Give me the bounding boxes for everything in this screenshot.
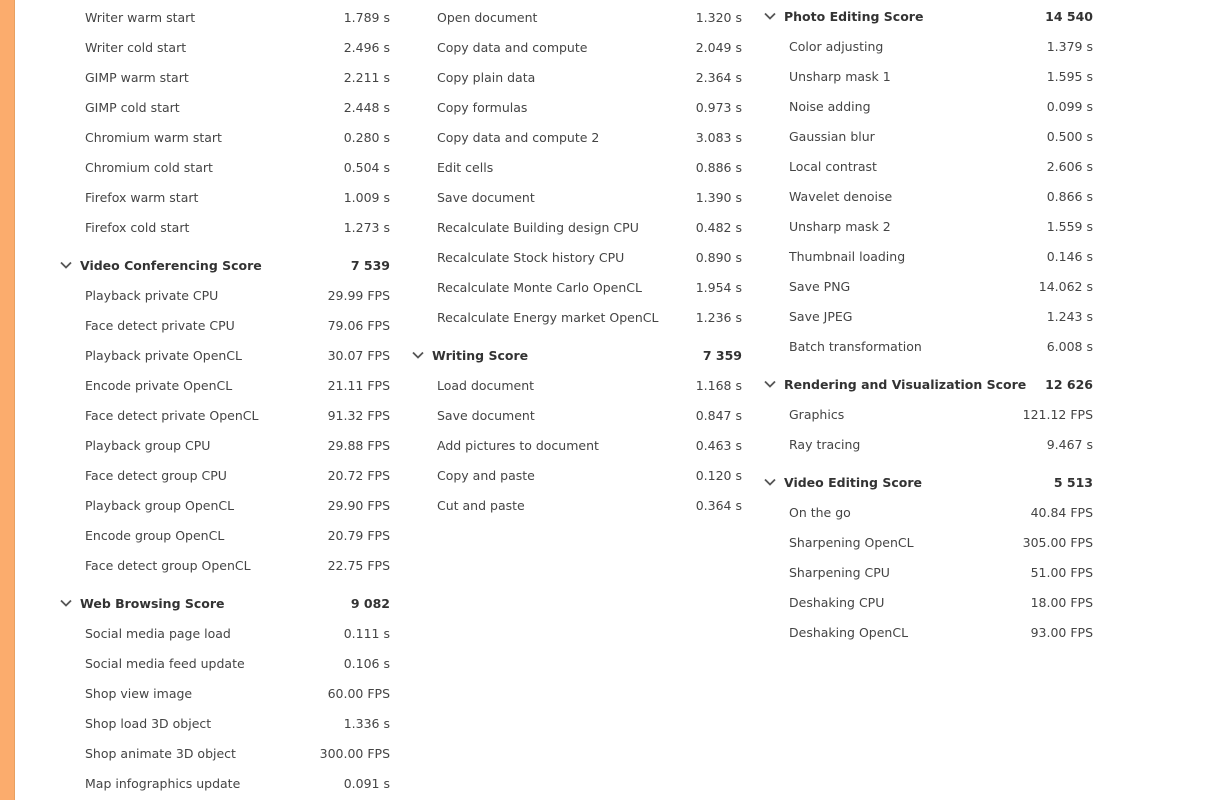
- result-name: Recalculate Energy market OpenCL: [437, 309, 659, 325]
- result-name: Shop load 3D object: [85, 715, 212, 731]
- result-name: Add pictures to document: [437, 437, 599, 453]
- result-row: [410, 32, 742, 62]
- result-name: Playback private OpenCL: [85, 347, 242, 363]
- result-value: 0.504 s: [343, 159, 390, 175]
- photo-editing-results-list: [762, 31, 1093, 361]
- result-row: [762, 211, 1093, 241]
- result-name: Social media page load: [85, 625, 231, 641]
- result-value: 21.11 FPS: [327, 377, 390, 393]
- result-row: [762, 527, 1093, 557]
- result-row: [762, 557, 1093, 587]
- result-row: [58, 280, 390, 310]
- result-name: Gaussian blur: [789, 128, 875, 144]
- section-score: 5 513: [1053, 474, 1093, 490]
- result-value: 300.00 FPS: [319, 745, 390, 761]
- result-name: Noise adding: [789, 98, 871, 114]
- section-score: 9 082: [350, 595, 390, 611]
- section-title: Video Conferencing Score: [80, 257, 262, 273]
- result-row: [762, 121, 1093, 151]
- result-value: 14.062 s: [1038, 278, 1093, 294]
- video-editing-results-list: [762, 497, 1093, 647]
- result-row: [762, 91, 1093, 121]
- result-value: 60.00 FPS: [327, 685, 390, 701]
- result-name: Deshaking CPU: [789, 594, 885, 610]
- result-row: [410, 2, 742, 32]
- result-row: [410, 182, 742, 212]
- result-name: Writer warm start: [85, 9, 196, 25]
- result-value: 1.379 s: [1046, 38, 1093, 54]
- result-value: 0.886 s: [695, 159, 742, 175]
- result-row: [58, 460, 390, 490]
- result-value: 1.168 s: [695, 377, 742, 393]
- result-name: Face detect private CPU: [85, 317, 235, 333]
- result-name: Sharpening CPU: [789, 564, 890, 580]
- result-name: Encode private OpenCL: [85, 377, 233, 393]
- result-row: [762, 429, 1093, 459]
- result-value: 1.789 s: [343, 9, 390, 25]
- result-row: [762, 31, 1093, 61]
- chevron-down-icon[interactable]: [762, 376, 778, 392]
- result-value: 305.00 FPS: [1022, 534, 1093, 550]
- result-row: [410, 152, 742, 182]
- result-value: 1.009 s: [343, 189, 390, 205]
- result-name: Cut and paste: [437, 497, 525, 513]
- result-row: [410, 92, 742, 122]
- result-value: 0.091 s: [343, 775, 390, 791]
- result-name: Copy and paste: [437, 467, 535, 483]
- result-name: Unsharp mask 1: [789, 68, 891, 84]
- result-row: [410, 272, 742, 302]
- result-name: Encode group OpenCL: [85, 527, 225, 543]
- result-value: 1.336 s: [343, 715, 390, 731]
- result-name: Playback group OpenCL: [85, 497, 235, 513]
- result-value: 79.06 FPS: [327, 317, 390, 333]
- result-name: Shop animate 3D object: [85, 745, 236, 761]
- chevron-down-icon[interactable]: [762, 8, 778, 24]
- result-row: [762, 241, 1093, 271]
- result-row: [410, 62, 742, 92]
- writing-score-header[interactable]: [410, 332, 742, 370]
- result-value: 0.866 s: [1046, 188, 1093, 204]
- result-row: [58, 520, 390, 550]
- result-row: [762, 271, 1093, 301]
- result-value: 2.364 s: [695, 69, 742, 85]
- result-value: 1.559 s: [1046, 218, 1093, 234]
- result-value: 0.847 s: [695, 407, 742, 423]
- result-row: [58, 430, 390, 460]
- writing-results-list: [410, 370, 742, 520]
- result-name: Unsharp mask 2: [789, 218, 891, 234]
- result-value: 2.606 s: [1046, 158, 1093, 174]
- result-name: Save document: [437, 189, 535, 205]
- result-row: [410, 490, 742, 520]
- result-value: 0.482 s: [695, 219, 742, 235]
- result-name: Copy data and compute: [437, 39, 588, 55]
- result-value: 3.083 s: [695, 129, 742, 145]
- results-column-3: [762, 0, 1093, 647]
- result-name: Color adjusting: [789, 38, 884, 54]
- result-value: 20.79 FPS: [327, 527, 390, 543]
- chevron-down-icon[interactable]: [58, 595, 74, 611]
- result-row: [58, 400, 390, 430]
- result-row: [58, 310, 390, 340]
- accent-bar: [0, 0, 15, 800]
- result-value: 0.111 s: [343, 625, 390, 641]
- result-value: 0.106 s: [343, 655, 390, 671]
- results-column-2: [410, 2, 742, 520]
- result-name: Edit cells: [437, 159, 494, 175]
- result-row: [58, 708, 390, 738]
- result-row: [762, 61, 1093, 91]
- section-title: Rendering and Visualization Score: [784, 376, 1027, 392]
- result-value: 0.280 s: [343, 129, 390, 145]
- result-name: Copy plain data: [437, 69, 536, 85]
- result-row: [410, 400, 742, 430]
- result-row: [58, 212, 390, 242]
- web-browsing-results-list: [58, 618, 390, 798]
- result-row: [762, 151, 1093, 181]
- result-name: Playback group CPU: [85, 437, 211, 453]
- chevron-down-icon[interactable]: [58, 257, 74, 273]
- result-name: Save JPEG: [789, 308, 853, 324]
- result-value: 0.099 s: [1046, 98, 1093, 114]
- result-value: 1.954 s: [695, 279, 742, 295]
- result-name: Copy formulas: [437, 99, 528, 115]
- result-name: Sharpening OpenCL: [789, 534, 914, 550]
- result-value: 29.99 FPS: [327, 287, 390, 303]
- result-name: Graphics: [789, 406, 845, 422]
- result-row: [410, 430, 742, 460]
- result-name: Save document: [437, 407, 535, 423]
- section-title: Video Editing Score: [784, 474, 922, 490]
- result-value: 20.72 FPS: [327, 467, 390, 483]
- rendering-visualization-score-header[interactable]: [762, 361, 1093, 399]
- result-row: [58, 768, 390, 798]
- result-value: 30.07 FPS: [327, 347, 390, 363]
- result-row: [58, 92, 390, 122]
- result-name: Batch transformation: [789, 338, 922, 354]
- result-row: [762, 331, 1093, 361]
- result-row: [58, 340, 390, 370]
- result-value: 51.00 FPS: [1030, 564, 1093, 580]
- result-row: [58, 182, 390, 212]
- result-name: Save PNG: [789, 278, 851, 294]
- video-conferencing-results-list: [58, 280, 390, 580]
- section-score: 12 626: [1045, 376, 1093, 392]
- result-value: 0.890 s: [695, 249, 742, 265]
- result-row: [58, 370, 390, 400]
- result-name: Map infographics update: [85, 775, 241, 791]
- result-name: Chromium cold start: [85, 159, 213, 175]
- result-value: 121.12 FPS: [1022, 406, 1093, 422]
- result-value: 1.236 s: [695, 309, 742, 325]
- result-name: On the go: [789, 504, 851, 520]
- result-value: 0.973 s: [695, 99, 742, 115]
- result-value: 1.595 s: [1046, 68, 1093, 84]
- result-value: 93.00 FPS: [1030, 624, 1093, 640]
- result-name: Social media feed update: [85, 655, 245, 671]
- result-row: [410, 122, 742, 152]
- result-value: 18.00 FPS: [1030, 594, 1093, 610]
- results-column-1: [58, 2, 390, 798]
- result-value: 0.364 s: [695, 497, 742, 513]
- result-value: 91.32 FPS: [327, 407, 390, 423]
- video-conferencing-score-header[interactable]: [58, 242, 390, 280]
- result-name: Recalculate Building design CPU: [437, 219, 639, 235]
- result-name: Firefox warm start: [85, 189, 199, 205]
- result-value: 1.320 s: [695, 9, 742, 25]
- result-value: 0.463 s: [695, 437, 742, 453]
- result-value: 29.90 FPS: [327, 497, 390, 513]
- section-score: 7 539: [350, 257, 390, 273]
- result-row: [58, 738, 390, 768]
- result-name: Firefox cold start: [85, 219, 190, 235]
- result-row: [58, 648, 390, 678]
- result-name: Recalculate Stock history CPU: [437, 249, 625, 265]
- result-name: Chromium warm start: [85, 129, 222, 145]
- result-row: [58, 618, 390, 648]
- result-row: [762, 301, 1093, 331]
- result-value: 1.390 s: [695, 189, 742, 205]
- launch-results-list: [58, 2, 390, 242]
- result-row: [410, 242, 742, 272]
- result-value: 2.496 s: [343, 39, 390, 55]
- photo-editing-score-header[interactable]: [762, 0, 1093, 31]
- section-title: Web Browsing Score: [80, 595, 225, 611]
- result-row: [762, 587, 1093, 617]
- result-row: [58, 62, 390, 92]
- spreadsheet-results-list: [410, 2, 742, 332]
- result-name: Recalculate Monte Carlo OpenCL: [437, 279, 642, 295]
- result-row: [762, 617, 1093, 647]
- result-value: 2.211 s: [343, 69, 390, 85]
- web-browsing-score-header[interactable]: [58, 580, 390, 618]
- result-row: [410, 370, 742, 400]
- result-row: [58, 678, 390, 708]
- result-value: 40.84 FPS: [1030, 504, 1093, 520]
- result-name: Load document: [437, 377, 535, 393]
- result-row: [58, 2, 390, 32]
- result-value: 0.146 s: [1046, 248, 1093, 264]
- result-value: 2.049 s: [695, 39, 742, 55]
- result-row: [410, 212, 742, 242]
- result-name: Deshaking OpenCL: [789, 624, 909, 640]
- result-value: 1.273 s: [343, 219, 390, 235]
- result-row: [58, 152, 390, 182]
- result-name: Face detect private OpenCL: [85, 407, 259, 423]
- result-name: GIMP cold start: [85, 99, 180, 115]
- result-name: Face detect group OpenCL: [85, 557, 251, 573]
- result-name: Copy data and compute 2: [437, 129, 600, 145]
- chevron-down-icon[interactable]: [762, 474, 778, 490]
- video-editing-score-header[interactable]: [762, 459, 1093, 497]
- section-score: 7 359: [702, 347, 742, 363]
- section-title: Photo Editing Score: [784, 8, 924, 24]
- section-score: 14 540: [1045, 8, 1093, 24]
- result-row: [58, 32, 390, 62]
- result-name: Playback private CPU: [85, 287, 219, 303]
- result-value: 2.448 s: [343, 99, 390, 115]
- result-name: Local contrast: [789, 158, 877, 174]
- result-value: 0.500 s: [1046, 128, 1093, 144]
- result-value: 1.243 s: [1046, 308, 1093, 324]
- result-name: Open document: [437, 9, 538, 25]
- result-name: Wavelet denoise: [789, 188, 893, 204]
- section-title: Writing Score: [432, 347, 529, 363]
- result-value: 9.467 s: [1046, 436, 1093, 452]
- result-value: 6.008 s: [1046, 338, 1093, 354]
- result-name: Face detect group CPU: [85, 467, 227, 483]
- result-row: [58, 122, 390, 152]
- result-row: [58, 550, 390, 580]
- chevron-down-icon[interactable]: [410, 347, 426, 363]
- result-name: Ray tracing: [789, 436, 861, 452]
- result-name: Shop view image: [85, 685, 193, 701]
- result-name: GIMP warm start: [85, 69, 189, 85]
- result-row: [410, 302, 742, 332]
- rendering-results-list: [762, 399, 1093, 459]
- result-row: [410, 460, 742, 490]
- result-row: [762, 497, 1093, 527]
- result-row: [762, 399, 1093, 429]
- result-value: 0.120 s: [695, 467, 742, 483]
- result-value: 22.75 FPS: [327, 557, 390, 573]
- result-name: Thumbnail loading: [789, 248, 906, 264]
- result-row: [762, 181, 1093, 211]
- result-row: [58, 490, 390, 520]
- result-value: 29.88 FPS: [327, 437, 390, 453]
- result-name: Writer cold start: [85, 39, 187, 55]
